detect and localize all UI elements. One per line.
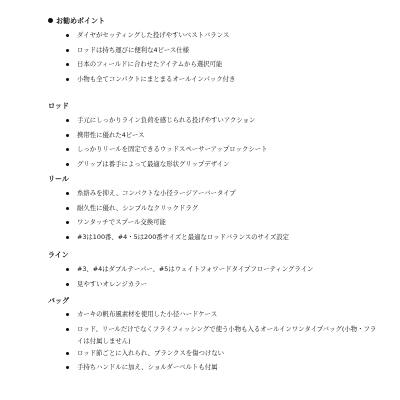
bullet-icon — [66, 63, 69, 66]
list-item: 小物も全てコンパクトにまとまるオールインパック付き — [0, 74, 400, 89]
bullet-icon — [66, 352, 69, 355]
list-item: カーキの帆布風素材を使用した小径ハードケース — [0, 309, 400, 324]
list-item: 耐久性に優れ、シンプルなクリックドラグ — [0, 203, 400, 218]
list-item: 日本のフィールドに合わせたアイテムから選択可能 — [0, 59, 400, 74]
line-heading: ライン — [48, 251, 69, 259]
list-item: 手持ちハンドルに加え、ショルダーベルトも付属 — [0, 362, 400, 377]
bullet-icon — [66, 313, 69, 316]
bullet-icon — [66, 134, 69, 137]
bullet-icon — [66, 119, 69, 122]
list-item: #3は100番、#4・5は200番サイズと最適なロッドバランスのサイズ設定 — [0, 232, 400, 247]
bullet-icon — [66, 236, 69, 239]
bullet-icon — [66, 163, 69, 166]
list-item: ロッドは持ち運びに便利な4ピース仕様 — [0, 45, 400, 60]
list-item: 糸絡みを抑え、コンパクトな小径ラージアーバータイプ — [0, 188, 400, 203]
bullet-icon — [66, 221, 69, 224]
reel-heading: リール — [48, 175, 69, 183]
line-list — [0, 264, 400, 293]
bullet-dot-icon — [48, 18, 53, 23]
bullet-icon — [66, 78, 69, 81]
points-title: お勧めポイント — [56, 17, 105, 25]
list-item: グリップは番手によって最適な形状グリップデザイン — [0, 159, 400, 174]
bullet-icon — [66, 283, 69, 286]
bullet-icon — [66, 366, 69, 369]
rod-heading: ロッド — [48, 102, 69, 110]
bullet-icon — [66, 207, 69, 210]
list-item: ロッド節ごとに入れられ、ブランクスを傷つけない — [0, 348, 400, 363]
reel-list — [0, 188, 400, 246]
bullet-icon — [66, 148, 69, 151]
points-heading — [48, 16, 105, 26]
bag-heading: バッグ — [48, 297, 69, 305]
bullet-icon — [66, 49, 69, 52]
bullet-icon — [66, 268, 69, 271]
list-item: 携帯性に優れた4ピース — [0, 130, 400, 145]
bag-list — [0, 309, 400, 377]
list-item: 手元にしっかりライン負荷を感じられる投げやすいアクション — [0, 115, 400, 130]
list-item: 見やすいオレンジカラー — [0, 279, 400, 294]
list-item: しっかりリールを固定できるウッドスペーサーアップロックシート — [0, 144, 400, 159]
bullet-icon — [66, 192, 69, 195]
list-item: ワンタッチでスプール交換可能 — [0, 217, 400, 232]
list-item: ダイヤがセッティングした投げやすいベストバランス — [0, 30, 400, 45]
bullet-icon — [66, 328, 69, 331]
points-list — [0, 30, 400, 88]
list-item: ロッド、リールだけでなくフライフィッシングで使う小物も入るオールインワンタイプバッグ(小物・フライは付属しません) — [0, 324, 400, 348]
list-item: #3、#4はダブルテーパー、#5はウェイトフォワードタイプフローティングライン — [0, 264, 400, 279]
rod-list — [0, 115, 400, 173]
bullet-icon — [66, 34, 69, 37]
